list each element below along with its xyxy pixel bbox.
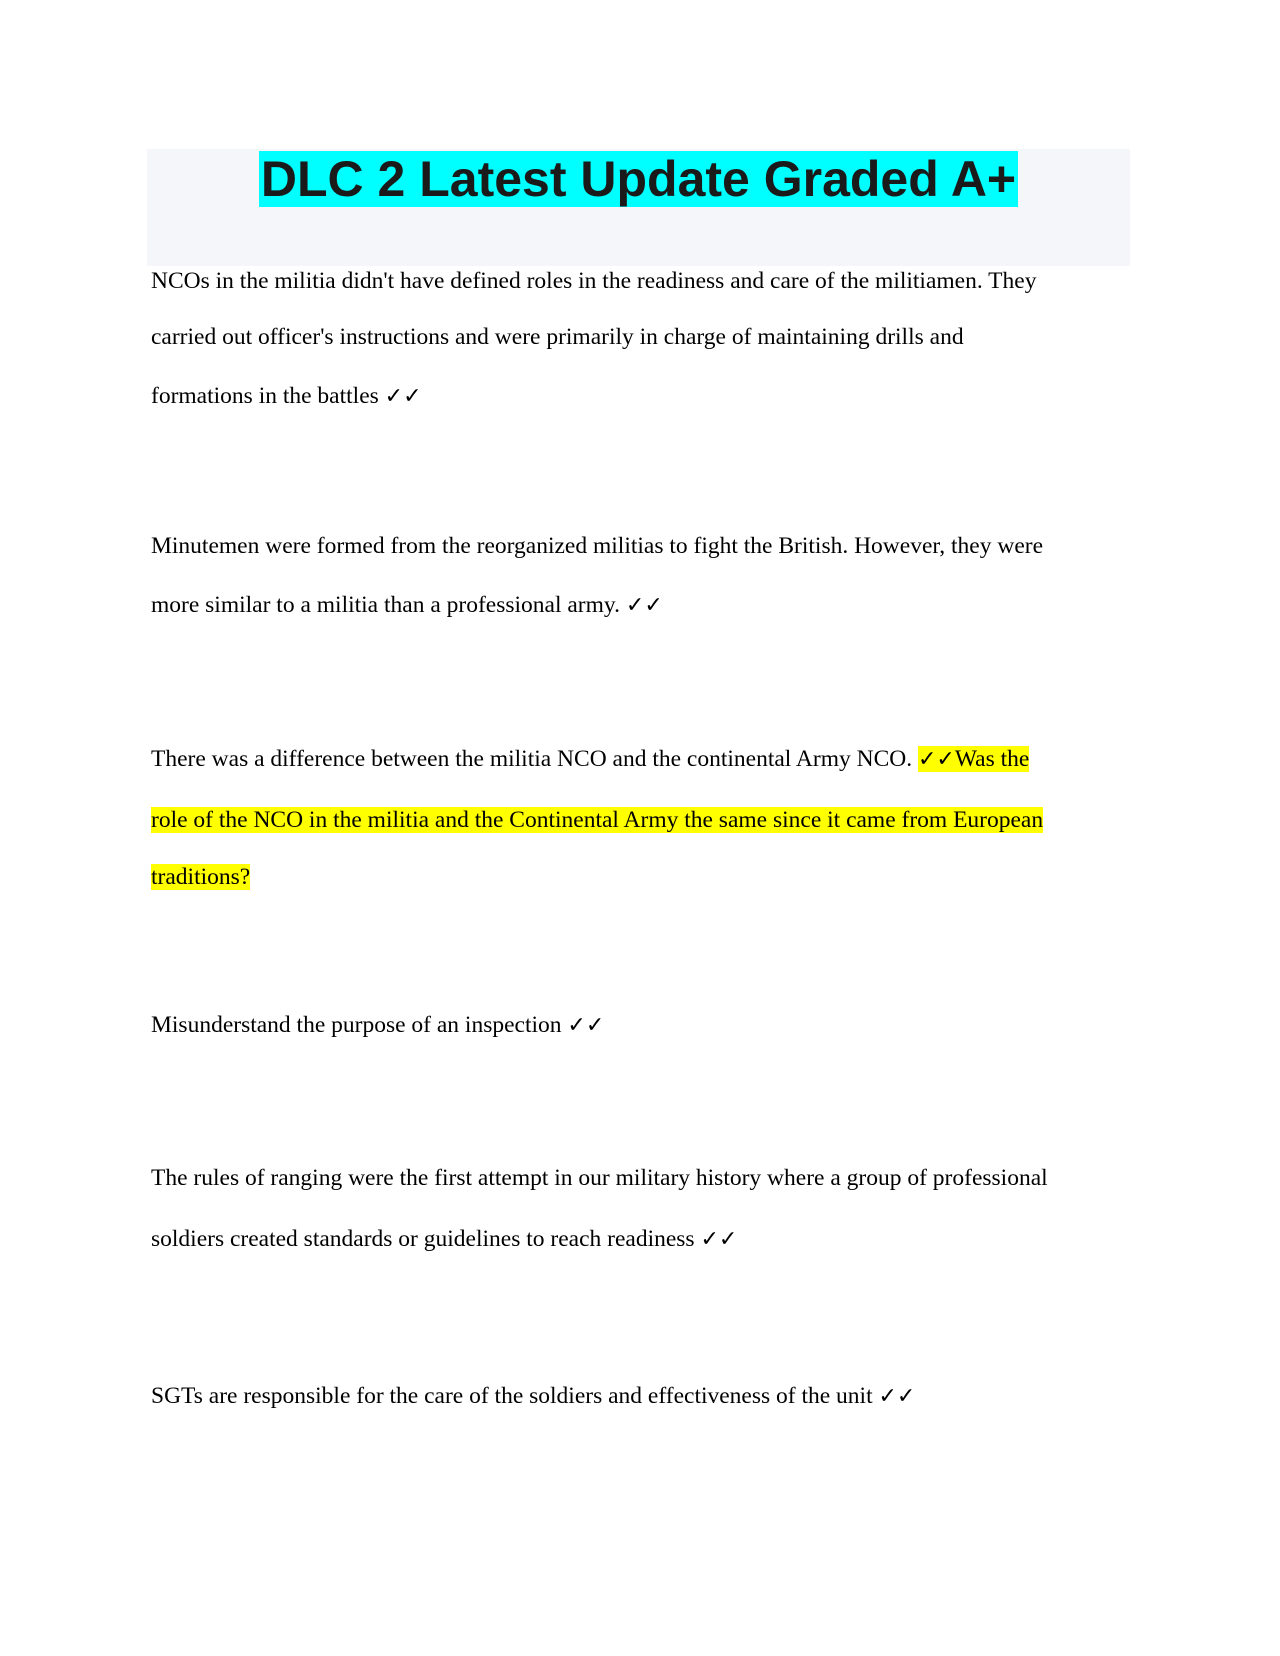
paragraph-line-text: soldiers created standards or guidelines to reach readiness — [151, 1226, 695, 1252]
double-check-icon: ✓✓ — [700, 1227, 738, 1252]
double-check-icon: ✓✓ — [384, 384, 422, 409]
double-check-icon: ✓✓ — [878, 1384, 916, 1409]
paragraph-line — [151, 805, 1043, 835]
paragraph-line: The rules of ranging were the first attempt in our military history where a group of professional — [151, 1165, 1048, 1191]
paragraph-line: carried out officer's instructions and were primarily in charge of maintaining drills and — [151, 324, 964, 350]
title-band — [147, 149, 1130, 266]
paragraph-line-with-check — [151, 590, 663, 621]
paragraph-line-with-check — [151, 1010, 604, 1041]
paragraph-line-text: more similar to a militia than a professional army. — [151, 592, 621, 618]
paragraph-line-text: formations in the battles — [151, 383, 379, 409]
document-title — [147, 149, 1130, 209]
highlighted-text: role of the NCO in the militia and the Continental Army the same since it came from European — [151, 807, 1044, 833]
double-check-icon: ✓✓ — [625, 593, 663, 618]
paragraph-line-text: Misunderstand the purpose of an inspection — [151, 1012, 562, 1038]
highlighted-text: traditions? — [151, 864, 251, 890]
paragraph-line-with-check — [151, 1224, 737, 1255]
paragraph-line-text: SGTs are responsible for the care of the soldiers and effectiveness of the unit — [151, 1383, 873, 1409]
highlighted-question-start — [918, 746, 1029, 772]
paragraph-line — [151, 862, 250, 892]
paragraph-line-with-check — [151, 1381, 915, 1412]
paragraph-line-text: There was a difference between the militia NCO and the continental Army NCO. — [151, 746, 913, 772]
paragraph-line: Minutemen were formed from the reorganized militias to fight the British. However, they were — [151, 533, 1044, 559]
paragraph-line: NCOs in the militia didn't have defined roles in the readiness and care of the militiamen. They — [151, 268, 1037, 294]
double-check-icon: ✓✓ — [918, 747, 955, 772]
double-check-icon: ✓✓ — [567, 1013, 605, 1038]
paragraph-line-with-check — [151, 381, 422, 412]
paragraph-line-with-check — [151, 744, 1029, 775]
document-title-text: DLC 2 Latest Update Graded A+ — [260, 151, 1017, 207]
highlighted-text: Was the — [954, 746, 1030, 772]
